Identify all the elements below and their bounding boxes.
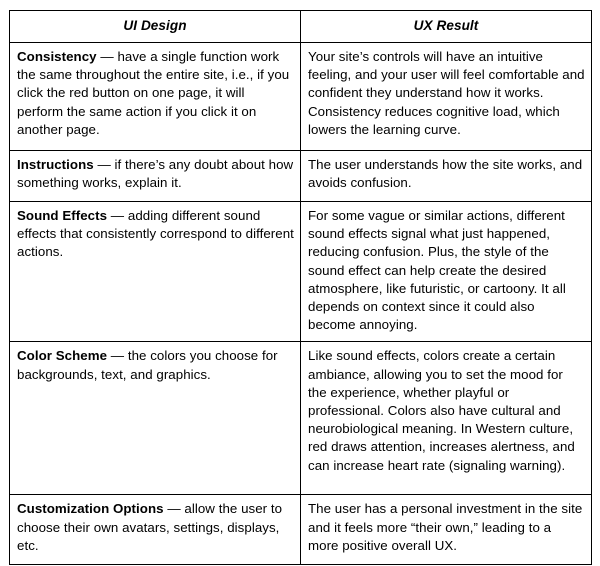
row-description: — have a single function work the same throughout the entire site, i.e., if you click the red button on one page, it will perform the same action if you click it on another page.: [17, 49, 290, 137]
ux-result-cell: The user understands how the site works, and avoids confusion.: [301, 151, 592, 202]
table-row: [10, 202, 592, 342]
table-row: [10, 342, 592, 495]
ui-design-cell: [10, 342, 301, 495]
ui-design-header: UI Design: [10, 11, 301, 43]
row-term: Color Scheme: [17, 348, 108, 364]
row-description: — allow the user to choose their own avatars, settings, displays, etc.: [17, 501, 283, 553]
row-term: Sound Effects: [17, 208, 108, 223]
table-row: [10, 495, 592, 565]
ux-result-cell: Your site’s controls will have an intuitive feeling, and your user will feel comfortable and confident they understand how it works. Consistency reduces cognitive load, which lowers the learning curve.: [301, 43, 592, 151]
ux-result-cell: Like sound effects, colors create a certain ambiance, allowing you to set the mood for the experience, whether playful or professional. Colors also have cultural and neurobiological meaning. In Western culture, red draws attention, increases alertness, and can increase heart rate (signaling warning).: [301, 342, 592, 495]
ui-design-cell: [10, 151, 301, 202]
row-term: Customization Options: [17, 501, 164, 517]
table-row: [10, 43, 592, 151]
ux-result-cell: The user has a personal investment in the site and it feels more “their own,” leading to a more positive overall UX.: [301, 495, 592, 565]
row-description: — the colors you choose for backgrounds, text, and graphics.: [17, 348, 278, 382]
table-row: [10, 151, 592, 202]
header-row: [10, 11, 592, 43]
row-term: Instructions: [17, 157, 94, 172]
row-description: — if there’s any doubt about how something works, explain it.: [17, 157, 294, 191]
ui-design-cell: [10, 202, 301, 342]
ui-design-cell: [10, 43, 301, 151]
ux-result-header: UX Result: [301, 11, 592, 43]
row-description: — adding different sound effects that consistently correspond to different actions.: [17, 208, 294, 260]
row-term: Consistency: [17, 49, 97, 64]
ui-design-cell: [10, 495, 301, 565]
ui-ux-table: [9, 10, 592, 565]
ux-result-cell: For some vague or similar actions, different sound effects signal what just happened, reducing confusion. Plus, the style of the sound effect can help create the desired atmosphere, like futuristic, or cartoony. It all depends on context since it could also become annoying.: [301, 202, 592, 342]
